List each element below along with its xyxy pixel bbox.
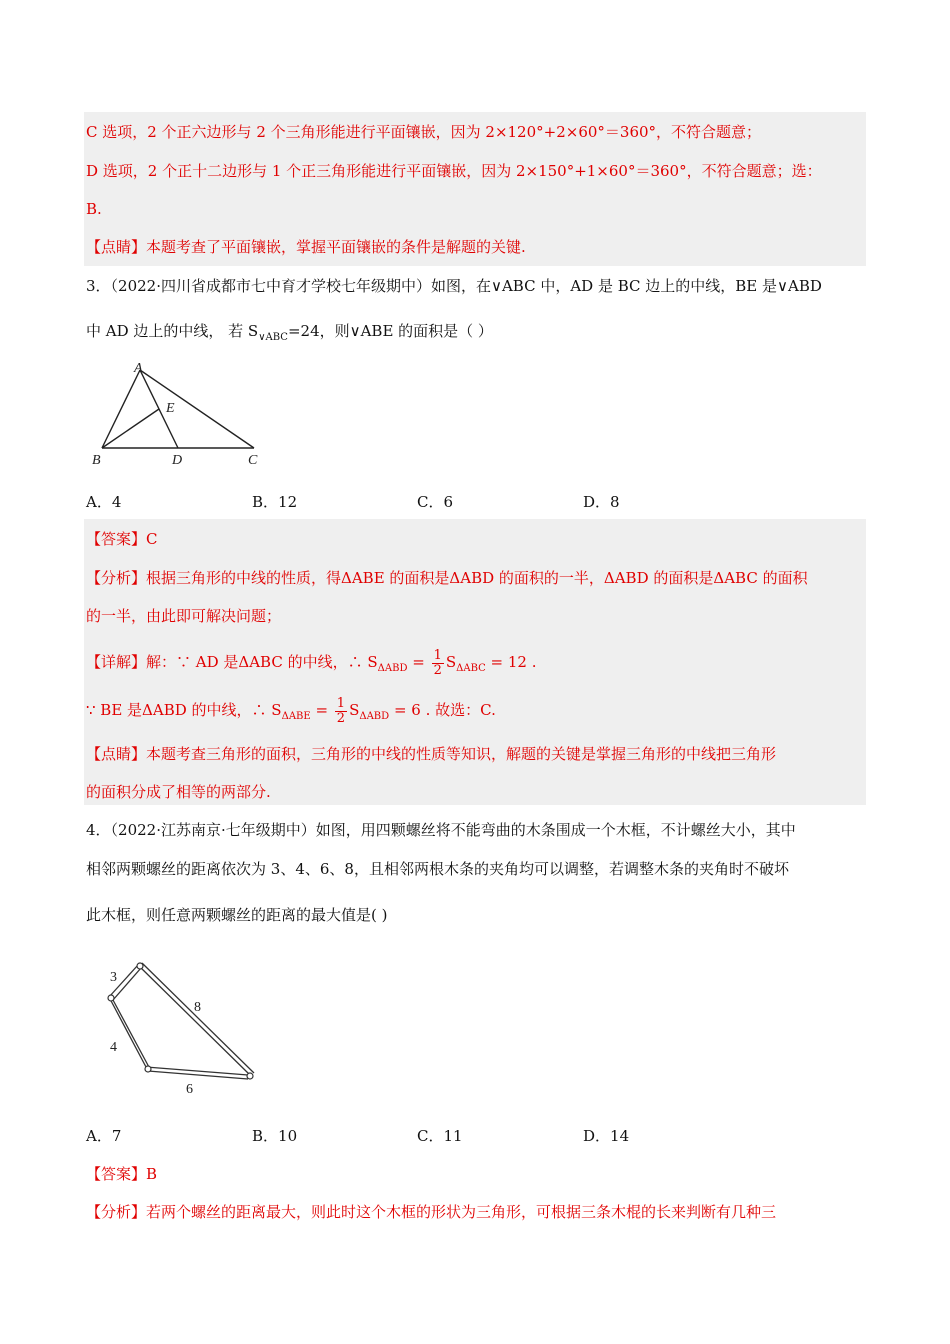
q3-stem-line2 (86, 321, 866, 348)
q3-detail2-part-b: = 6 . 故选：C. (389, 701, 496, 719)
q3-option-b[interactable]: B．12 (252, 493, 298, 511)
label-b: B (92, 453, 101, 468)
dianjing-top: 【点睛】本题考查了平面镶嵌，掌握平面镶嵌的条件是解题的关键. (86, 238, 526, 256)
q3-detail2-part-a: ∵ BE 是ΔABD 的中线，∴ S (86, 701, 282, 719)
q3-answer: 【答案】C (86, 530, 158, 548)
q3-detail-s2: S (445, 653, 457, 671)
q3-stem-line1: 3．（2022·四川省成都市七中育才学校七年级期中）如图，在∨ABC 中，AD 是 BC 边上的中线，BE 是∨ABD (86, 277, 822, 295)
solution-line-b: B. (86, 200, 102, 218)
q3-detail2-fraction (335, 697, 347, 726)
frame-label-4: 4 (110, 1040, 117, 1055)
q3-detail-fraction (432, 649, 444, 678)
q3-dianjing-line2: 的面积分成了相等的两部分. (86, 783, 271, 801)
frame-label-6: 6 (186, 1082, 193, 1097)
fraction-numerator: 1 (433, 647, 442, 663)
q3-detail-sub1: ΔABD (377, 663, 408, 674)
solution-line-c: C 选项，2 个正六边形与 2 个三角形能进行平面镶嵌，因为 2×120°+2×60°＝360°，不符合题意； (86, 123, 762, 141)
q4-stem-line3: 此木框，则任意两颗螺丝的距离的最大值是( ) (86, 906, 388, 924)
fraction-denominator: 2 (433, 662, 442, 678)
q3-dianjing-line1: 【点睛】本题考查三角形的面积，三角形的中线的性质等知识，解题的关键是掌握三角形的中线把三角形 (86, 745, 777, 763)
q4-answer: 【答案】B (86, 1165, 158, 1183)
q3-detail2-eq: = (310, 701, 333, 719)
q4-option-b[interactable]: B．10 (252, 1127, 298, 1145)
q3-detail-sub2: ΔABC (456, 663, 486, 674)
q3-detail2-sub2: ΔABD (359, 711, 390, 722)
q3-detail-line1 (86, 644, 866, 680)
q3-detail2-sub1: ΔABE (281, 711, 311, 722)
q4-option-a[interactable]: A．7 (86, 1127, 122, 1145)
q3-detail-line2 (86, 692, 866, 728)
solution-line-d: D 选项，2 个正十二边形与 1 个正三角形能进行平面镶嵌，因为 2×150°+1×60°＝360°，不符合题意；选： (86, 162, 822, 180)
screw-left (108, 995, 114, 1001)
frame-label-8: 8 (194, 1000, 201, 1015)
q3-analysis-line1: 【分析】根据三角形的中线的性质，得ΔABE 的面积是ΔABD 的面积的一半，ΔABD 的面积是ΔABC 的面积 (86, 569, 808, 587)
q4-frame-figure (98, 955, 268, 1100)
q3-detail2-s2: S (349, 701, 360, 719)
frame-label-3: 3 (110, 970, 117, 985)
segment-ab (102, 370, 140, 448)
q4-analysis: 【分析】若两个螺丝的距离最大，则此时这个木框的形状为三角形，可根据三条木棍的长来判断有几种三 (86, 1203, 777, 1221)
q3-stem-sub: ∨ABC (258, 332, 288, 343)
fraction-denominator: 2 (336, 710, 346, 726)
q3-option-a[interactable]: A．4 (86, 493, 122, 511)
q4-stem-line2: 相邻两颗螺丝的距离依次为 3、4、6、8，且相邻两根木条的夹角均可以调整，若调整木条的夹角时不破坏 (86, 860, 789, 878)
q4-option-d[interactable]: D．14 (583, 1127, 630, 1145)
q3-option-c[interactable]: C．6 (417, 493, 454, 511)
q3-stem-part-a: 中 AD 边上的中线， 若 S (86, 322, 259, 340)
segment-ac (140, 370, 254, 448)
q3-detail-part-a: 【详解】解：∵ AD 是ΔABC 的中线，∴ S (86, 653, 378, 671)
label-c: C (248, 453, 258, 468)
label-e: E (166, 401, 175, 416)
q3-analysis-line2: 的一半，由此即可解决问题； (86, 607, 282, 625)
q4-option-c[interactable]: C．11 (417, 1127, 463, 1145)
fraction-numerator: 1 (336, 695, 346, 711)
q3-detail-part-b: = 12 . (485, 653, 537, 671)
screw-bottom-left (145, 1066, 151, 1072)
screw-right (247, 1073, 253, 1079)
label-a: A (134, 361, 143, 376)
label-d: D (172, 453, 183, 468)
q3-option-d[interactable]: D．8 (583, 493, 620, 511)
segment-be (102, 409, 159, 448)
q3-detail-eq: = (407, 653, 430, 671)
screw-top (137, 963, 143, 969)
q3-stem-part-b: =24，则∨ABE 的面积是（ ） (287, 322, 493, 340)
q4-stem-line1: 4．（2022·江苏南京·七年级期中）如图，用四颗螺丝将不能弯曲的木条围成一个木框，不计螺丝大小，其中 (86, 821, 796, 839)
q3-triangle-figure (86, 360, 276, 470)
